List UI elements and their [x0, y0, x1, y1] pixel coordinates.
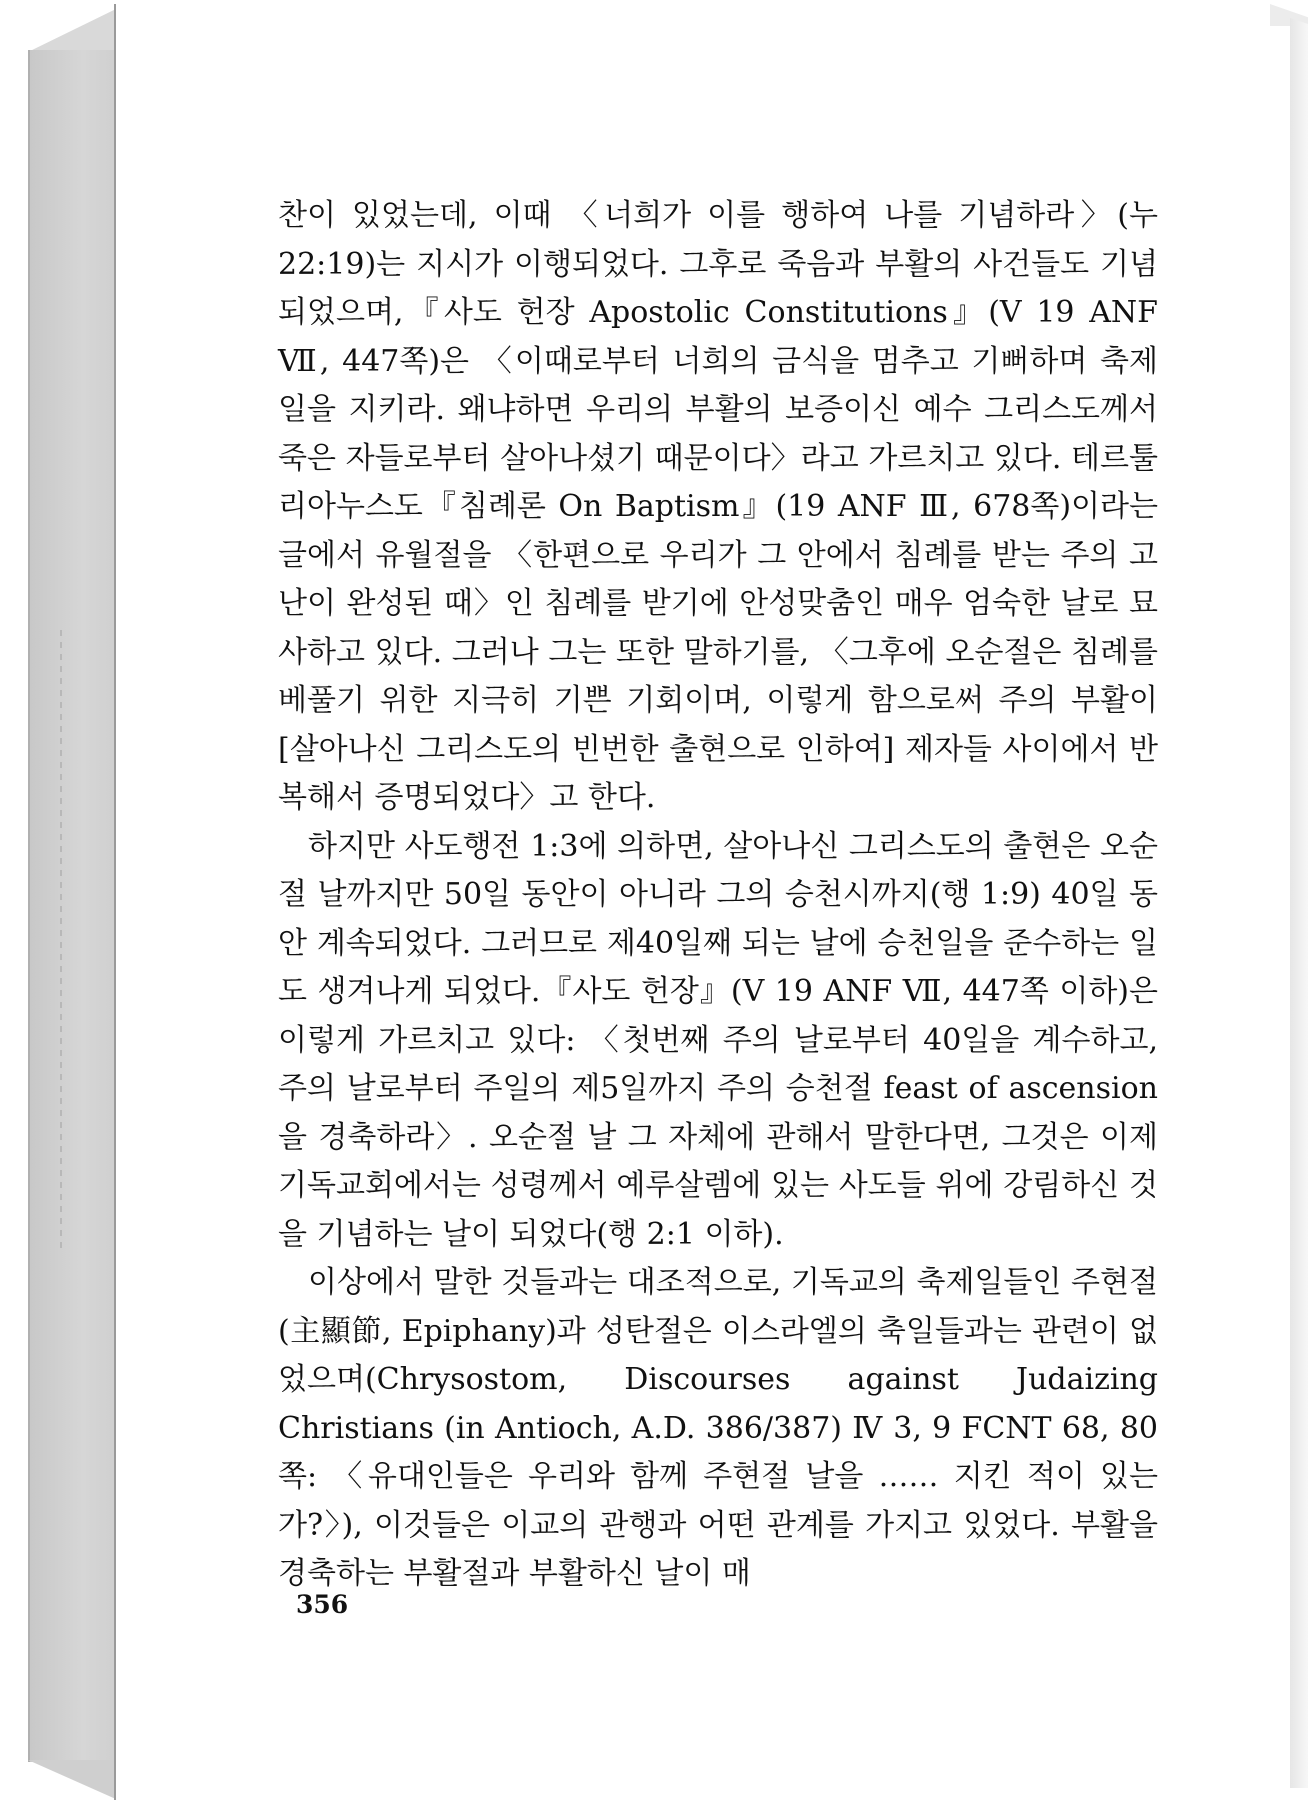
- paragraph-1: 찬이 있었는데, 이때 〈너희가 이를 행하여 나를 기념하라〉(누 22:19)는 지시가 이행되었다. 그후로 죽음과 부활의 사건들도 기념되었으며,『사도 헌장 Apostolic Constitutions』(V 19 ANF Ⅶ, 447쪽)은 〈이때로부터 너희의 금식을 멈추고 기뻐하며 축제일을 지키라. 왜냐하면 우리의 부활의 보증이신 예수 그리스도께서 죽은 자들로부터 살아나셨기 때문이다〉라고 가르치고 있다. 테르툴리아누스도『침례론 On Baptism』(19 ANF Ⅲ, 678쪽)이라는 글에서 유월절을 〈한편으로 우리가 그 안에서 침례를 받는 주의 고난이 완성된 때〉인 침례를 받기에 안성맞춤인 매우 엄숙한 날로 묘사하고 있다. 그러나 그는 또한 말하기를, 〈그후에 오순절은 침례를 베풀기 위한 지극히 기쁜 기회이며, 이렇게 함으로써 주의 부활이 [살아나신 그리스도의 빈번한 출현으로 인하여] 제자들 사이에서 반복해서 증명되었다〉고 한다.: [278, 198, 1158, 815]
- book-spine: [28, 50, 118, 1762]
- book-spine-bottom: [28, 1760, 118, 1800]
- book-spine-top: [28, 8, 118, 52]
- paragraph-3: 이상에서 말한 것들과는 대조적으로, 기독교의 축제일들인 주현절(主顯節, Epiphany)과 성탄절은 이스라엘의 축일들과는 관련이 없었으며(Chrysostom, Discourses against Judaizing Christians (in Antioch, A.D. 386/387) Ⅳ 3, 9 FCNT 68, 80쪽: 〈유대인들은 우리와 함께 주현절 날을 …… 지킨 적이 있는가?〉), 이것들은 이교의 관행과 어떤 관계를 가지고 있었다. 부활을 경축하는 부활절과 부활하신 날이 매: [278, 1265, 1158, 1591]
- page-number: 356: [296, 1590, 349, 1619]
- body-text: [278, 192, 1158, 1599]
- spine-stripe: [60, 630, 62, 1250]
- paragraph-2: 하지만 사도행전 1:3에 의하면, 살아나신 그리스도의 출현은 오순절 날까지만 50일 동안이 아니라 그의 승천시까지(행 1:9) 40일 동안 계속되었다. 그러므로 제40일째 되는 날에 승천일을 준수하는 일도 생겨나게 되었다.『사도 헌장』(V 19 ANF Ⅶ, 447쪽 이하)은 이렇게 가르치고 있다: 〈첫번째 주의 날로부터 40일을 계수하고, 주의 날로부터 주일의 제5일까지 주의 승천절 feast of ascension을 경축하라〉. 오순절 날 그 자체에 관해서 말한다면, 그것은 이제 기독교회에서는 성령께서 예루살렘에 있는 사도들 위에 강림하신 것을 기념하는 날이 되었다(행 2:1 이하).: [278, 828, 1158, 1252]
- page-edge: [1290, 18, 1308, 1788]
